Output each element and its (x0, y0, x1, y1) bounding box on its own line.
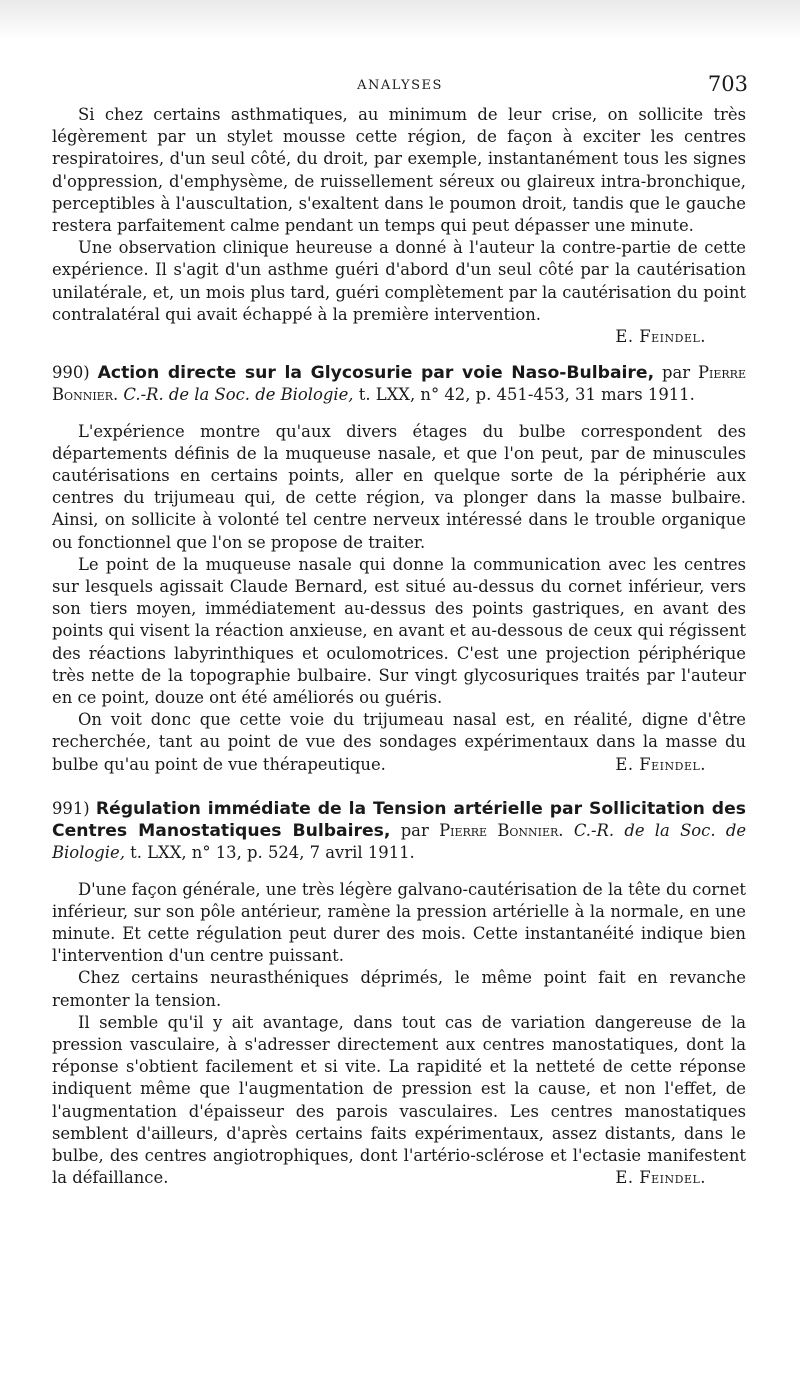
paragraph: Chez certains neurasthéniques déprimés, le même point fait en revanche remonter la tension. (52, 968, 746, 1010)
signature: E. Feindel. (615, 327, 706, 347)
entry-details: t. LXX, n° 13, p. 524, 7 avril 1911. (130, 843, 415, 863)
entry-author: Pierre Bonnier. (52, 363, 746, 405)
paragraph: Si chez certains asthmatiques, au minimum de leur crise, on sollicite très légèrement par un stylet mousse cette région, de façon à exciter les centres respiratoires, d'un seul côté, du droit, par exemple, instantanément tous les signes d'oppression, d'emphysème, de ruissellement séreux ou glaireux intra-bronchique, perceptibles à l'auscultation, s'exaltent dans le poumon droit, tandis que le gauche restera parfaitement calme pendant un temps qui peut dépasser une minute. (52, 105, 746, 236)
paragraph: L'expérience montre qu'aux divers étages du bulbe correspondent des départements définis de la muqueuse nasale, et que l'on peut, par de minuscules cautérisations en certains points, aller en quelque sorte de la périphérie aux centres du trijumeau qui, de cette région, va plonger dans la masse bulbaire. Ainsi, on sollicite à volonté tel centre nerveux intéressé dans le trouble organique ou fonctionnel que l'on se propose de traiter. (52, 421, 746, 552)
entry-heading-990 (52, 362, 746, 406)
entry-title: Régulation immédiate de la Tension artérielle par Sollicitation des Centres Manostatiques Bulbaires, (52, 798, 746, 842)
paragraph-with-signature (52, 1012, 746, 1190)
paragraph: D'une façon générale, une très légère galvano-cautérisation de la tête du cornet inférieur, sur son pôle antérieur, ramène la pression artérielle à la normale, en une minute. Et cette régulation peut durer des mois. Cette instantanéité indique bien l'intervention d'un centre puissant. (52, 879, 746, 966)
entry-details: t. LXX, n° 42, p. 451-453, 31 mars 1911. (358, 385, 695, 405)
paragraph-text: On voit donc que cette voie du trijumeau nasal est, en réalité, digne d'être recherchée, tant au point de vue des sondages expérimentaux dans la masse du bulbe qu'au point de vue thérapeutique. (52, 710, 746, 774)
signature: E. Feindel. (615, 1168, 706, 1188)
entry-par: par (400, 821, 429, 841)
entry-author: Pierre Bonnier. (439, 821, 564, 841)
entry-number: 990) (52, 363, 90, 383)
entry-title: Action directe sur la Glycosurie par voie Naso-Bulbaire, (97, 363, 655, 384)
paragraph: Une observation clinique heureuse a donné à l'auteur la contre-partie de cette expérience. Il s'agit d'un asthme guéri d'abord d'un seul côté par la cautérisation unilatérale, et, un mois plus tard, guéri complètement par la cautérisation du point contralatéral qui avait échappé à la première intervention. (52, 238, 746, 324)
entry-par: par (662, 363, 691, 383)
paragraph-text: Il semble qu'il y ait avantage, dans tout cas de variation dangereuse de la pression vasculaire, à s'adresser directement aux centres manostatiques, dont la réponse s'obtient facilement et si vite. La rapidité et la netteté de cette réponse indiquent même que l'augmentation de pression est la cause, et non l'effet, de l'augmentation d'épaisseur des parois vasculaires. Les centres manostatiques semblent d'ailleurs, d'après certains faits expérimentaux, assez distants, dans le bulbe, des centres angiotrophiques, dont l'artério-sclérose et l'ectasie manifestent la défaillance. (52, 1012, 746, 1188)
paragraph-with-signature (52, 709, 746, 776)
entry-number: 991) (52, 798, 90, 818)
running-head: ANALYSES (357, 78, 443, 93)
page-header (52, 72, 748, 102)
entry-citation: C.-R. de la Soc. de Biologie, (123, 385, 354, 405)
entry-citation: C.-R. de la Soc. de Biologie, (52, 821, 747, 863)
entry-heading-991 (52, 798, 746, 865)
article-body (52, 104, 746, 1189)
signature: E. Feindel. (615, 754, 706, 774)
paragraph: Le point de la muqueuse nasale qui donne la communication avec les centres sur lesquels agissait Claude Bernard, est situé au-dessus du cornet inférieur, vers son tiers moyen, immédiatement au-dessus des points gastriques, en avant des points qui visent la réaction anxieuse, en avant et au-dessous de ceux qui régissent des réactions labyrinthiques et oculomotrices. C'est une projection périphérique très nette de la topographie bulbaire. Sur vingt glycosuriques traités par l'auteur en ce point, douze ont été améliorés ou guéris. (52, 554, 746, 708)
page-number: 703 (707, 72, 748, 96)
